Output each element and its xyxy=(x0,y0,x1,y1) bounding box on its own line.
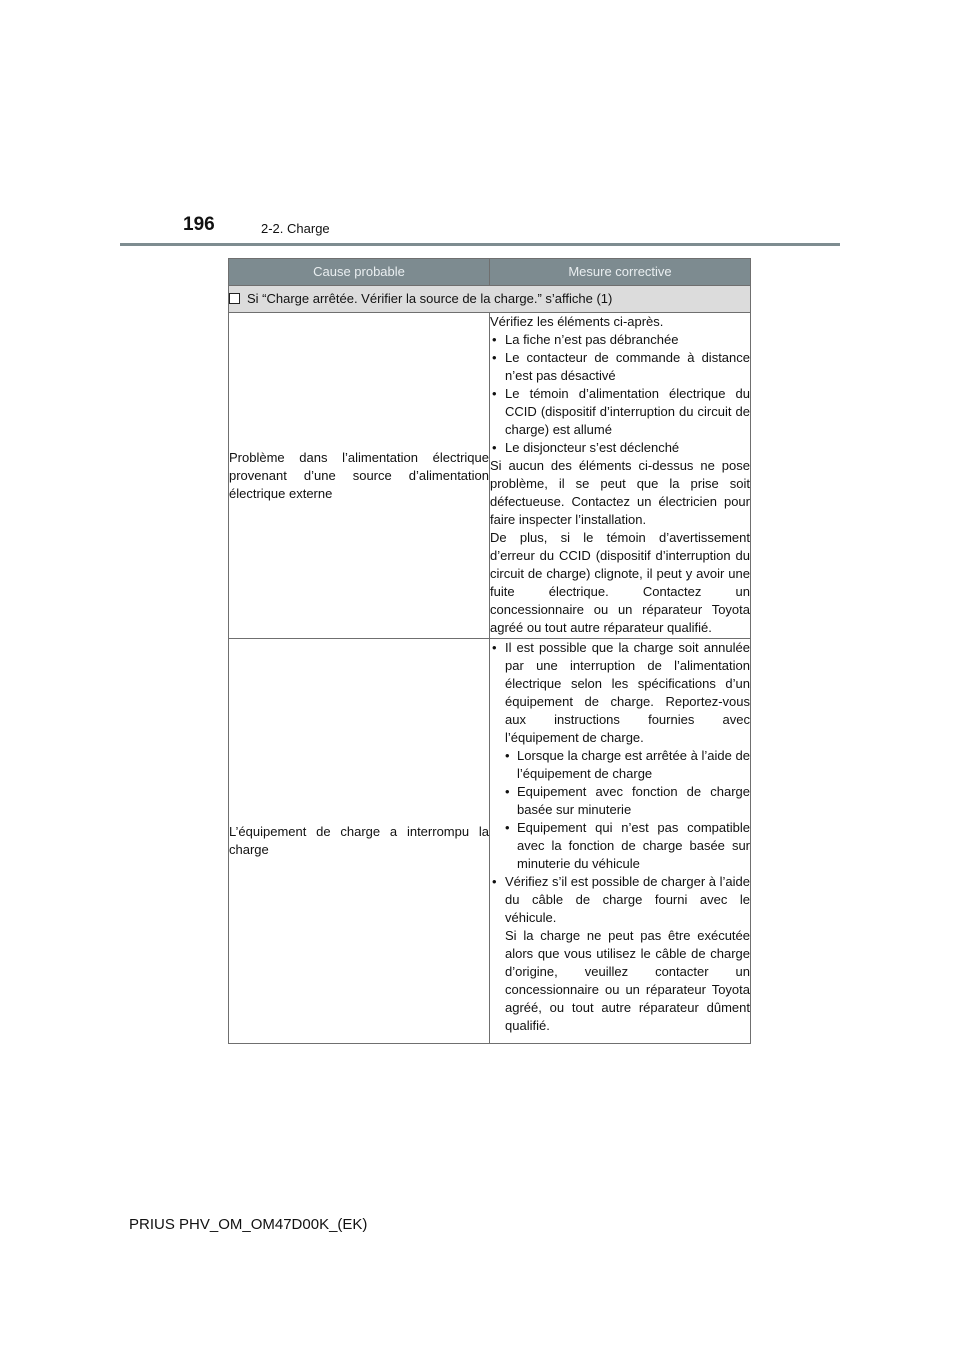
section-title: 2-2. Charge xyxy=(261,221,330,236)
sub-list-item: • Equipement avec fonction de charge basée sur minuterie xyxy=(490,783,750,819)
sub-list-item: • Equipement qui n’est pas compatible avec la fonction de charge basée sur minuterie du véhicule xyxy=(490,819,750,873)
table-header-row xyxy=(229,259,751,286)
measure-paragraph: De plus, si le témoin d’avertissement d’erreur du CCID (dispositif d’interruption du circuit de charge) clignote, il peut y avoir une fuite électrique. Contactez un concessionnaire ou un réparateur Toyota agréé ou tout autre réparateur qualifié. xyxy=(490,530,750,635)
condition-cell xyxy=(229,286,751,313)
cause-cell: Problème dans l’alimentation électrique provenant d’une source d’alimentation électrique externe xyxy=(229,313,490,639)
list-item: • Le contacteur de commande à distance n’est pas désactivé xyxy=(490,349,750,385)
page-number: 196 xyxy=(183,214,215,235)
list-item: • La fiche n’est pas débranchée xyxy=(490,331,750,349)
table-row xyxy=(229,639,751,1044)
measure-paragraph: Si aucun des éléments ci-dessus ne pose problème, il se peut que la prise soit défectueuse. Contactez un électricien pour faire inspecter l’installation. xyxy=(490,458,750,527)
measure-cell xyxy=(490,639,751,1044)
troubleshooting-table xyxy=(228,258,751,1044)
sub-list-item: • Lorsque la charge est arrêtée à l’aide de l’équipement de charge xyxy=(490,747,750,783)
condition-row xyxy=(229,286,751,313)
list-item: • Le disjoncteur s’est déclenché xyxy=(490,439,750,457)
column-header-cause: Cause probable xyxy=(229,259,490,286)
list-item: • Il est possible que la charge soit annulée par une interruption de l’alimentation électrique selon les spécifications d’un équipement de charge. Reportez-vous aux instructions fournies avec l’équipement de charge. xyxy=(490,639,750,747)
header-rule xyxy=(120,243,840,246)
measure-intro: Vérifiez les éléments ci-après. xyxy=(490,314,664,329)
list-item: • Vérifiez s’il est possible de charger à l’aide du câble de charge fourni avec le véhicule. xyxy=(490,873,750,927)
document-code: PRIUS PHV_OM_OM47D00K_(EK) xyxy=(129,1216,368,1233)
measure-cell xyxy=(490,313,751,639)
table-row xyxy=(229,313,751,639)
checkbox-icon xyxy=(229,293,240,304)
list-item: • Le témoin d’alimentation électrique du CCID (dispositif d’interruption du circuit de charge) est allumé xyxy=(490,385,750,439)
cause-cell: L’équipement de charge a interrompu la charge xyxy=(229,639,490,1044)
column-header-measure: Mesure corrective xyxy=(490,259,751,286)
condition-text: Si “Charge arrêtée. Vérifier la source de la charge.” s’affiche (1) xyxy=(247,291,613,306)
list-item-continuation: Si la charge ne peut pas être exécutée alors que vous utilisez le câble de charge d’origine, veuillez contacter un concessionnaire ou un réparateur Toyota agréé, ou tout autre réparateur dûment qualifié. xyxy=(505,928,750,1033)
